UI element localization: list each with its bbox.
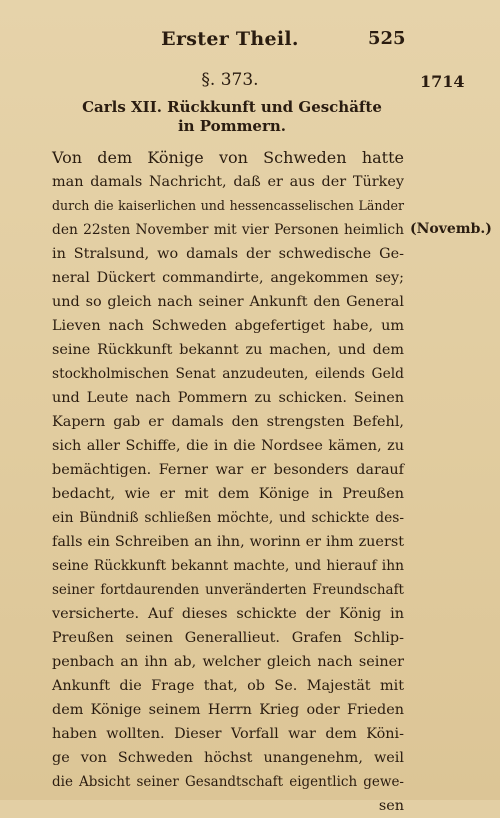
body-line: man damals Nachricht, daß er aus der Türkey xyxy=(52,174,404,190)
body-line: Ankunft die Frage that, ob Se. Majestät mit xyxy=(52,678,404,694)
body-line: Lieven nach Schweden abgefertiget habe, um xyxy=(52,318,404,334)
body-line: penbach an ihn ab, welcher gleich nach seiner xyxy=(52,654,404,670)
body-line: ein Bündniß schließen möchte, und schickte des- xyxy=(52,510,404,526)
margin-year-note: 1714 xyxy=(420,72,465,91)
body-line: sich aller Schiffe, die in die Nordsee kämen, zu xyxy=(52,438,404,454)
body-line: durch die kaiserlichen und hessencasselischen Länder xyxy=(52,198,404,213)
body-line: dem Könige seinem Herrn Krieg oder Frieden xyxy=(52,702,404,718)
body-line: stockholmischen Senat anzudeuten, eilends Geld xyxy=(52,366,404,382)
body-line: die Absicht seiner Gesandtschaft eigentlich gewe- xyxy=(52,774,404,790)
running-header-title: Erster Theil. xyxy=(161,28,299,50)
body-line: seiner fortdaurenden unveränderten Freundschaft xyxy=(52,582,404,598)
page-number: 525 xyxy=(368,28,406,49)
body-line: bemächtigen. Ferner war er besonders darauf xyxy=(52,462,404,478)
body-line: Von dem Könige von Schweden hatte xyxy=(52,148,404,167)
body-line: versicherte. Auf dieses schickte der König in xyxy=(52,606,404,622)
section-heading-line-1: Carls XII. Rückkunft und Geschäfte xyxy=(82,98,382,116)
margin-month-note: (Novemb.) xyxy=(410,221,492,237)
body-line: seine Rückkunft bekannt zu machen, und dem xyxy=(52,342,404,358)
body-line: den 22sten November mit vier Personen heimlich xyxy=(52,222,404,238)
body-line: ge von Schweden höchst unangenehm, weil xyxy=(52,750,404,766)
catchword: sen xyxy=(378,798,404,814)
section-heading-line-2: in Pommern. xyxy=(177,117,287,135)
body-line: haben wollten. Dieser Vorfall war dem Köni- xyxy=(52,726,404,742)
body-line: neral Dückert commandirte, angekommen sey; xyxy=(52,270,404,286)
body-line: seine Rückkunft bekannt machte, und hierauf ihn xyxy=(52,558,404,574)
body-line: in Stralsund, wo damals der schwedische Ge- xyxy=(52,246,404,262)
body-line: falls ein Schreiben an ihn, worinn er ihm zuerst xyxy=(52,534,404,550)
body-line: und so gleich nach seiner Ankunft den General xyxy=(52,294,404,310)
section-heading xyxy=(62,98,402,136)
section-number: §. 373. xyxy=(201,70,259,90)
body-line: und Leute nach Pommern zu schicken. Seinen xyxy=(52,390,404,406)
body-line: Kapern gab er damals den strengsten Befehl, xyxy=(52,414,404,430)
body-line: Preußen seinen Generallieut. Grafen Schlip- xyxy=(52,630,404,646)
body-line: bedacht, wie er mit dem Könige in Preußen xyxy=(52,486,404,502)
